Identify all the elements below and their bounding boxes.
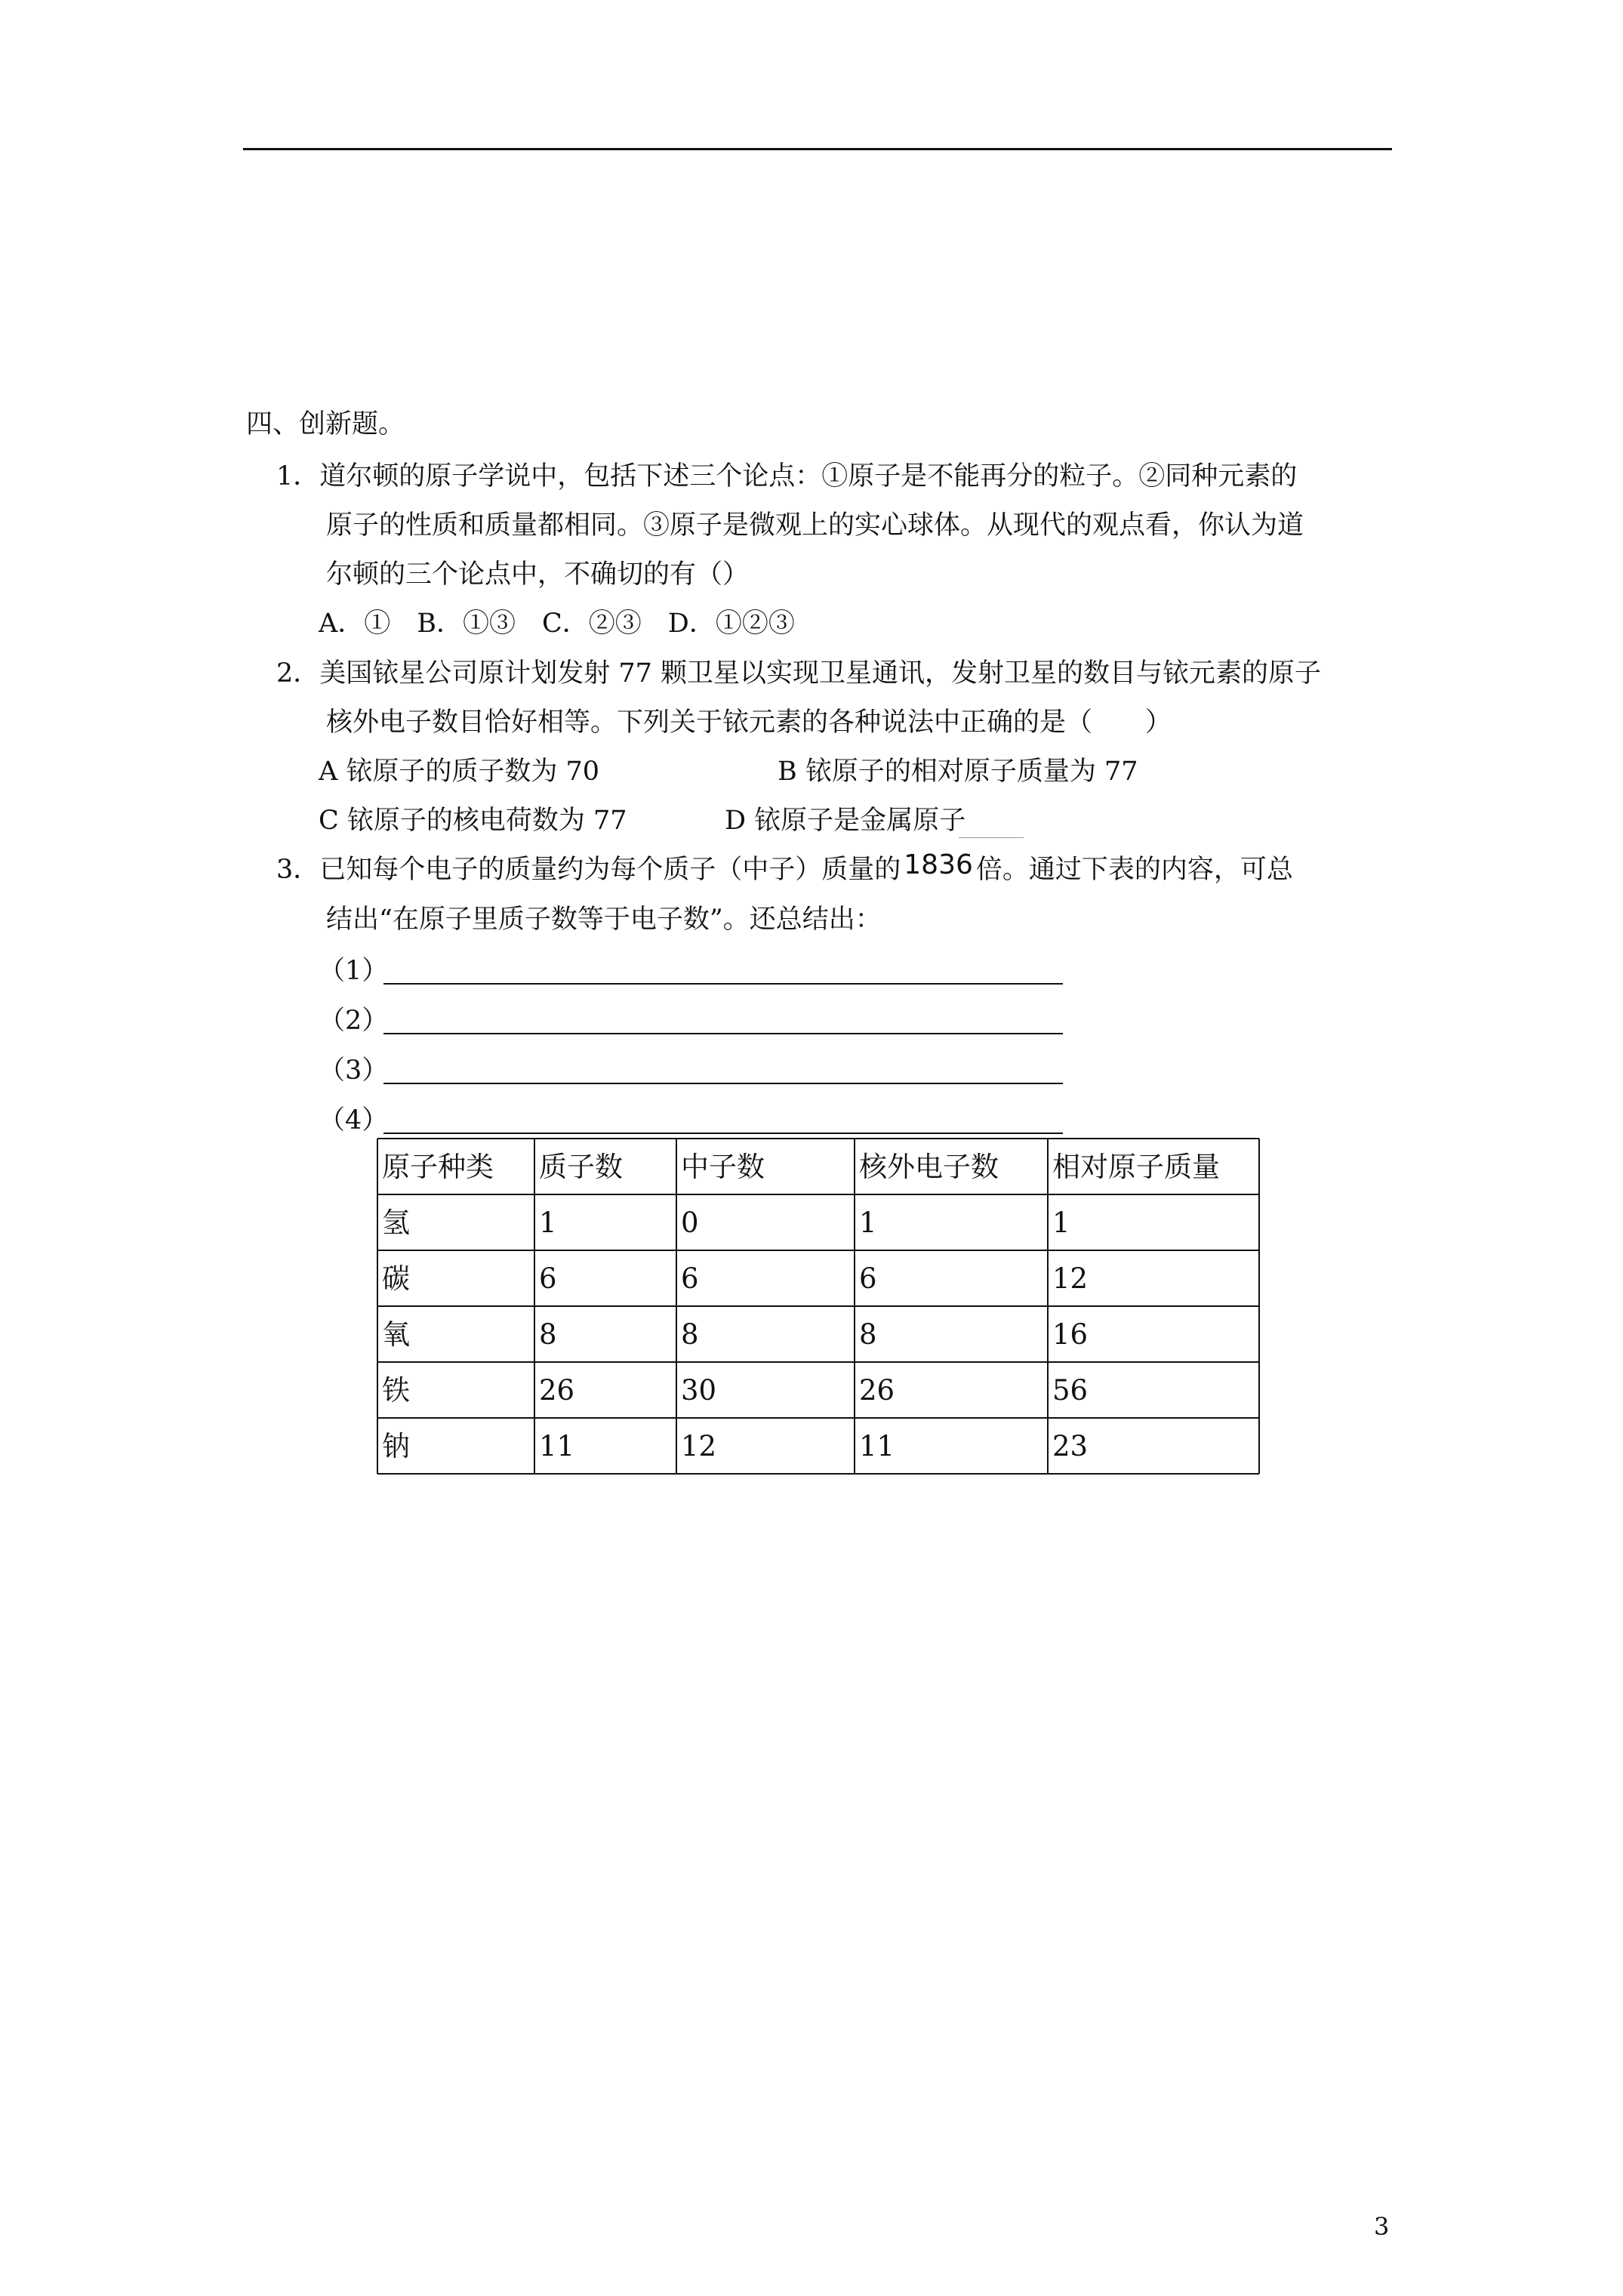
table-cell: 56 (1052, 1374, 1089, 1407)
table-cell: 1 (859, 1207, 877, 1239)
table-cell: 钠 (382, 1430, 410, 1462)
table-cell: 氢 (382, 1207, 410, 1239)
table-cell: 23 (1052, 1430, 1089, 1462)
table-cell: 1 (539, 1207, 557, 1239)
q3-blank-label-2: （2） (319, 1006, 389, 1036)
table-cell: 26 (859, 1374, 895, 1407)
page-number: 3 (1374, 2212, 1390, 2241)
q2-option-a: A 铱原子的质子数为 70 (319, 757, 600, 787)
q1-line2: 原子的性质和质量都相同。③原子是微观上的实心球体。从现代的观点看，你认为道 (326, 510, 1304, 541)
q2-line1: 2．美国铱星公司原计划发射 77 颗卫星以实现卫星通讯，发射卫星的数目与铱元素的原子 (276, 658, 1322, 689)
table-header-cell: 质子数 (539, 1151, 623, 1183)
table-cell: 8 (859, 1318, 877, 1351)
table-cell: 0 (681, 1207, 699, 1239)
table-cell: 11 (859, 1430, 895, 1462)
table-cell: 11 (539, 1430, 575, 1462)
q3-text-after: 倍。通过下表的内容，可总 (975, 855, 1293, 885)
table-cell: 26 (539, 1374, 575, 1407)
table-cell: 8 (681, 1318, 699, 1351)
table-cell: 30 (681, 1374, 717, 1407)
q3-line2: 结出“在原子里质子数等于电子数”。还总结出： (326, 905, 882, 935)
q3-blank-label-3: （3） (319, 1056, 389, 1086)
table-cell: 1 (1052, 1207, 1070, 1239)
q3-blank-label-4: （4） (319, 1105, 389, 1136)
q2-option-c: C 铱原子的核电荷数为 77 (319, 806, 627, 836)
table-cell: 12 (681, 1430, 717, 1462)
table-cell: 6 (859, 1262, 877, 1295)
table-cell: 8 (539, 1318, 557, 1351)
q3-blank-label-1: （1） (319, 956, 389, 986)
table-cell: 氧 (382, 1318, 410, 1351)
table-cell: 16 (1052, 1318, 1089, 1351)
q2-line2: 核外电子数目恰好相等。下列关于铱元素的各种说法中正确的是（ ） (326, 707, 1172, 738)
q2-option-d: D 铱原子是金属原子 (725, 806, 966, 836)
table-header-cell: 相对原子质量 (1052, 1151, 1220, 1183)
table-cell: 铁 (382, 1374, 410, 1407)
q3-text-before: 3．已知每个电子的质量约为每个质子（中子）质量的 (276, 855, 901, 885)
q1-options: A．① B．①③ C．②③ D．①②③ (319, 609, 795, 639)
section-title: 四、创新题。 (246, 409, 405, 439)
q3-mass-ratio: 1836 (904, 849, 973, 880)
table-header-cell: 中子数 (681, 1151, 765, 1183)
table-cell: 12 (1052, 1262, 1089, 1295)
q1-line1: 1．道尔顿的原子学说中，包括下述三个论点：①原子是不能再分的粒子。②同种元素的 (276, 461, 1298, 492)
table-header-cell: 原子种类 (382, 1151, 494, 1183)
q2-option-b: B 铱原子的相对原子质量为 77 (778, 757, 1138, 787)
table-header-cell: 核外电子数 (859, 1151, 999, 1183)
table-cell: 6 (681, 1262, 699, 1295)
q1-line3: 尔顿的三个论点中，不确切的有（） (326, 559, 750, 590)
table-cell: 6 (539, 1262, 557, 1295)
table-cell: 碳 (382, 1262, 410, 1295)
